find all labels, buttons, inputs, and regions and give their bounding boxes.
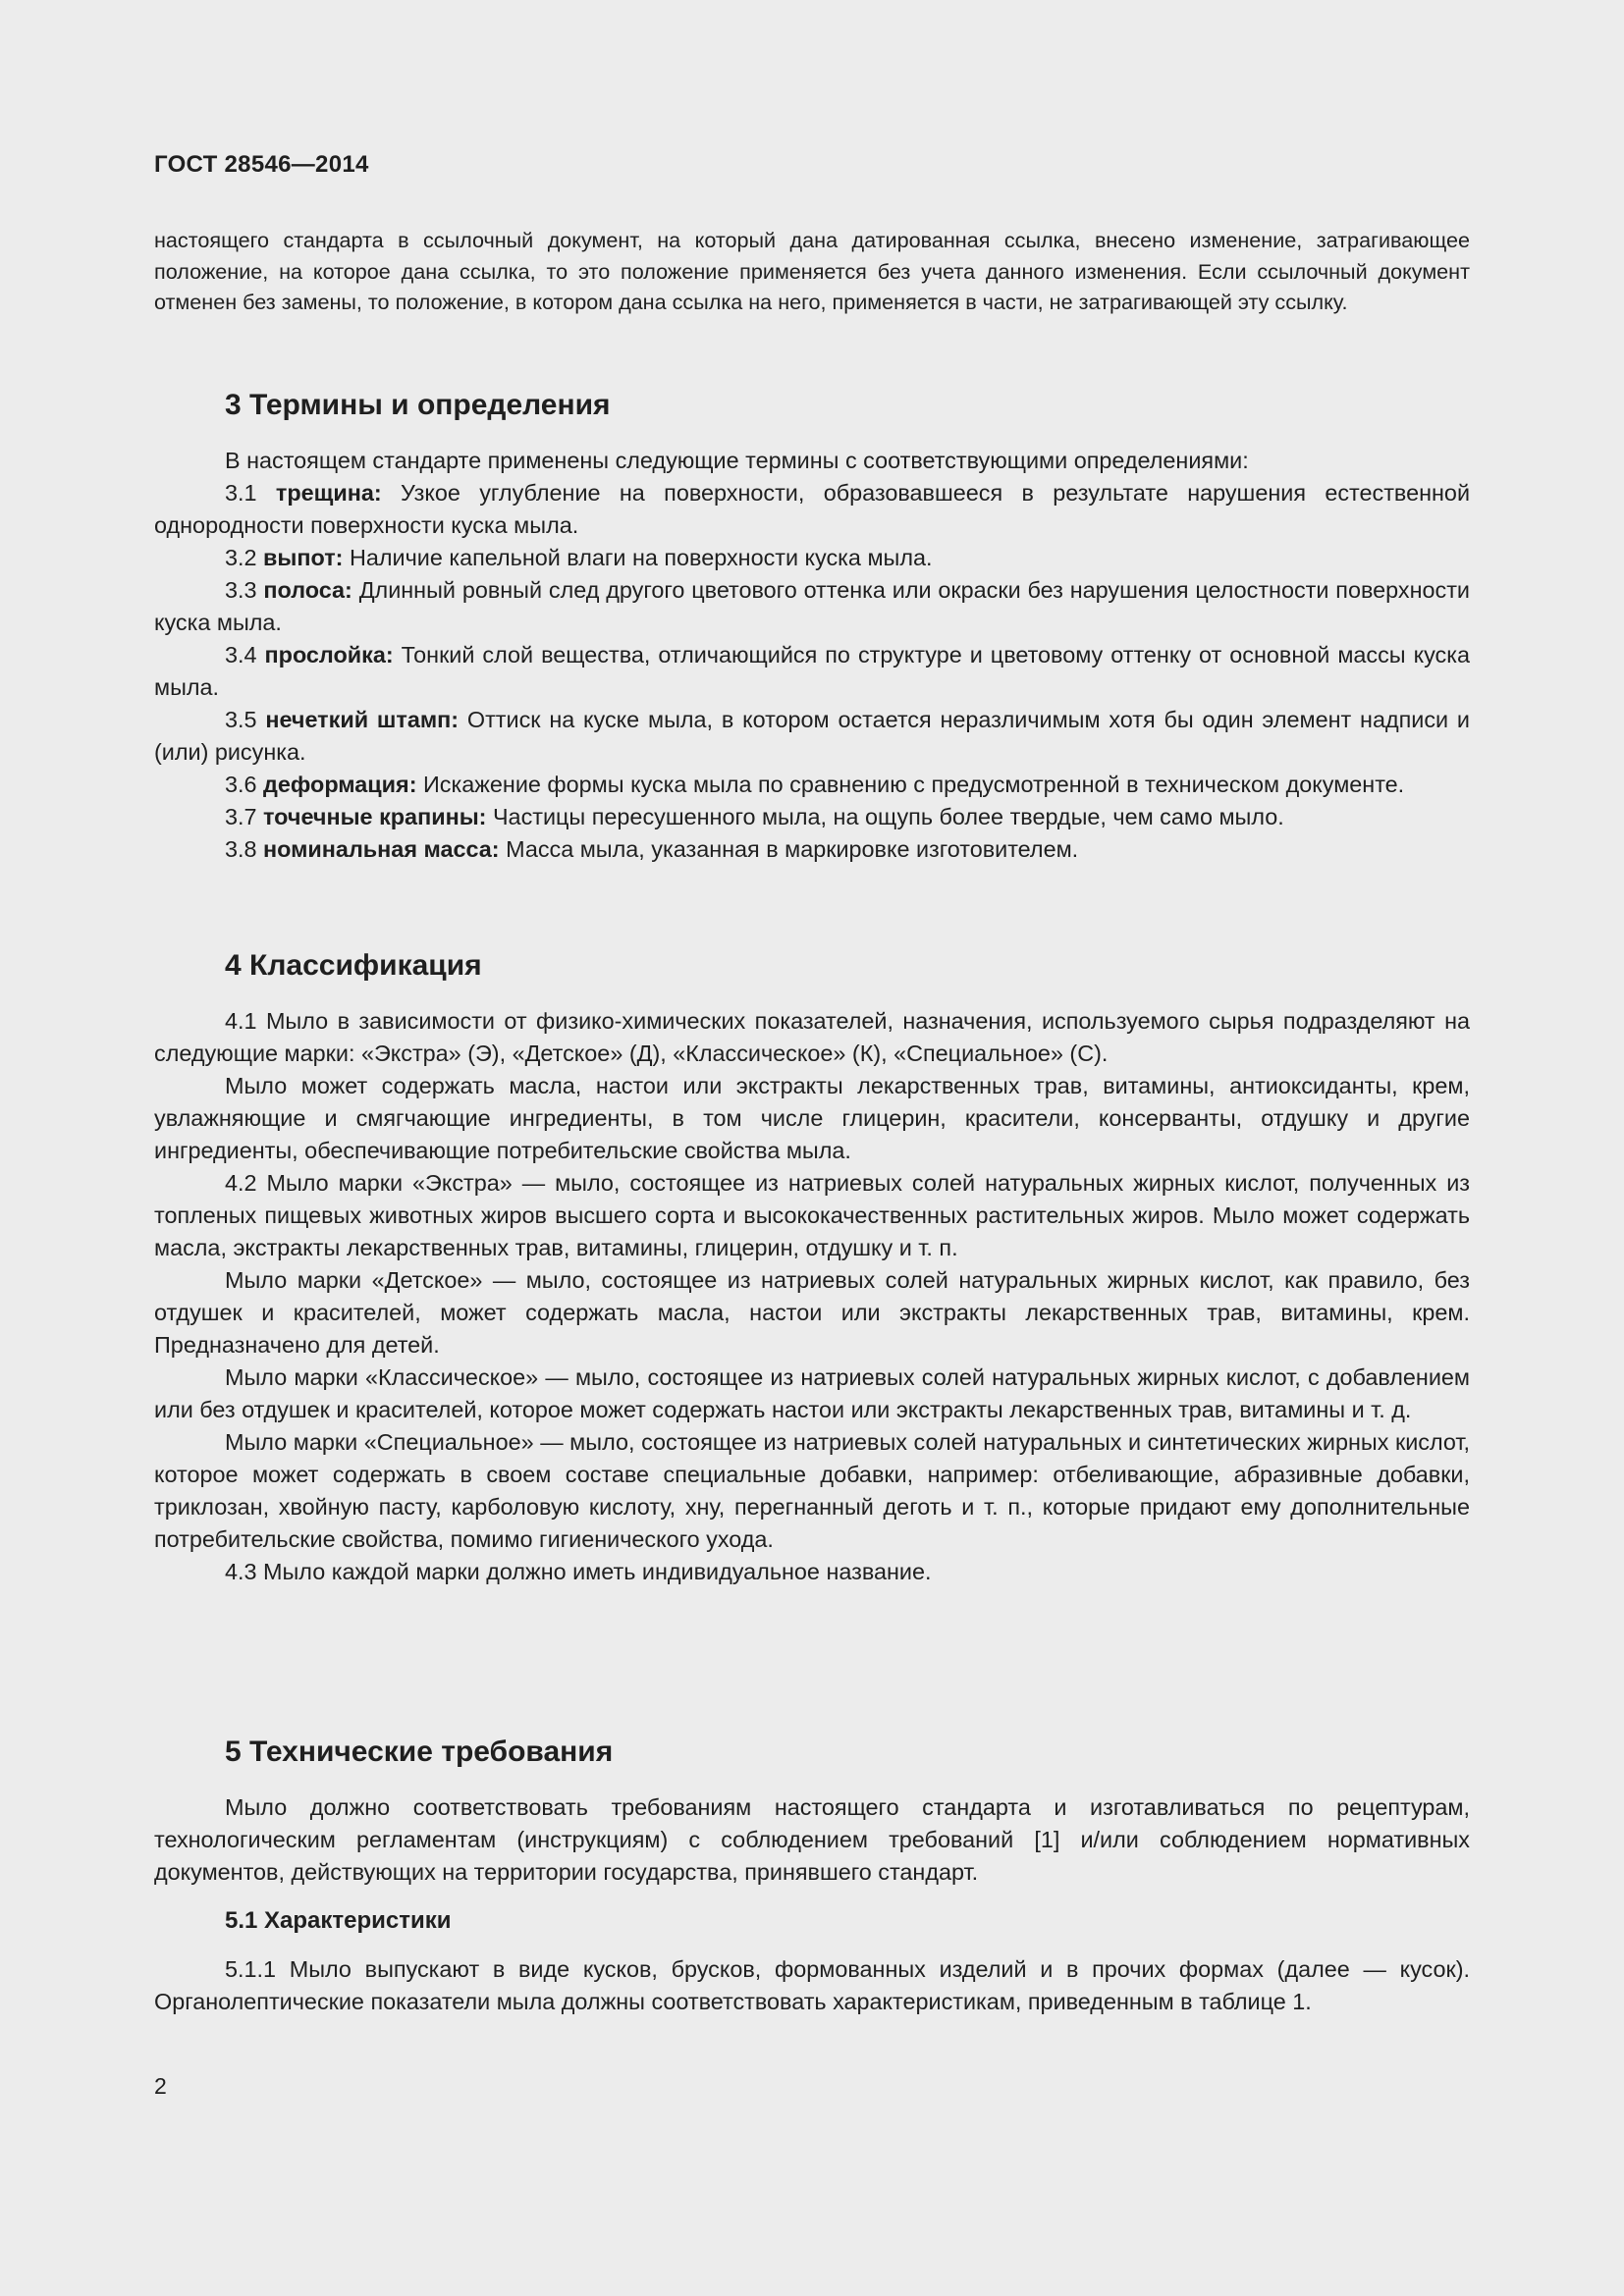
term-definition: Масса мыла, указанная в маркировке изготовителем. [499, 836, 1079, 862]
term-name: прослойка: [264, 642, 394, 667]
term-number: 3.7 [225, 804, 264, 829]
term-number: 3.4 [225, 642, 265, 667]
term-name: полоса: [263, 577, 352, 603]
term-name: нечеткий штамп: [265, 707, 460, 732]
term-name: выпот: [263, 545, 344, 570]
term-definition: Частицы пересушенного мыла, на ощупь более твердые, чем само мыло. [486, 804, 1284, 829]
section-4-paragraph: 4.1 Мыло в зависимости от физико-химических показателей, назначения, используемого сырья подразделяют на следующие марки: «Экстра» (Э), «Детское» (Д), «Классическое» (К), «Специальное» (С). [154, 1008, 1470, 1066]
document-code-header: ГОСТ 28546—2014 [154, 151, 369, 178]
section-5 [154, 1733, 1470, 2018]
term-item [154, 704, 1470, 769]
intro-paragraph-block [154, 225, 1470, 318]
section-3-lead: В настоящем стандарте применены следующие термины с соответствующими определениями: [225, 448, 1249, 473]
term-item [154, 801, 1470, 833]
term-item [154, 769, 1470, 801]
section-4-paragraph: Мыло марки «Специальное» — мыло, состоящее из натриевых солей натуральных и синтетических жирных кислот, которое может содержать в своем составе специальные добавки, например: отбеливающие, абразивные добавки, триклозан, хвойную пасту, карболовую кислоту, хну, перегнанный деготь и т. п., которые придают ему дополнительные потребительские свойства, помимо гигиенического ухода. [154, 1429, 1470, 1552]
term-definition: Искажение формы куска мыла по сравнению с предусмотренной в техническом документе. [416, 772, 1405, 797]
term-number: 3.1 [225, 480, 276, 506]
term-item [154, 574, 1470, 639]
section-4-paragraph: 4.3 Мыло каждой марки должно иметь индивидуальное название. [225, 1559, 932, 1584]
term-number: 3.6 [225, 772, 264, 797]
intro-paragraph: настоящего стандарта в ссылочный документ, на который дана датированная ссылка, внесено изменение, затрагивающее положение, на которое дана ссылка, то это положение применяется без учета данного изменения. Если ссылочный документ отменен без замены, то положение, в котором дана ссылка на него, применяется в части, не затрагивающей эту ссылку. [154, 228, 1470, 314]
section-4 [154, 946, 1470, 1588]
term-name: трещина: [275, 480, 382, 506]
term-name: деформация: [263, 772, 417, 797]
term-definition: Тонкий слой вещества, отличающийся по структуре и цветовому оттенку от основной массы куска мыла. [154, 642, 1470, 700]
section-5-title: 5 Технические требования [225, 1735, 614, 1768]
section-5-paragraph: Мыло должно соответствовать требованиям настоящего стандарта и изготавливаться по рецептурам, технологическим регламентам (инструкциям) с соблюдением требований [1] и/или соблюдением нормативных документов, действующих на территории государства, принявшего стандарт. [154, 1794, 1470, 1885]
subsection-5-1-title: 5.1 Характеристики [225, 1907, 452, 1934]
term-number: 3.5 [225, 707, 266, 732]
term-number: 3.2 [225, 545, 264, 570]
subsection-5-1-paragraph: 5.1.1 Мыло выпускают в виде кусков, брусков, формованных изделий и в прочих формах (далее — кусок). Органолептические показатели мыла должны соответствовать характеристикам, приведенным в таблице 1. [154, 1956, 1470, 2014]
section-4-paragraph: Мыло марки «Классическое» — мыло, состоящее из натриевых солей натуральных жирных кислот, с добавлением или без отдушек и красителей, которое может содержать настои или экстракты лекарственных трав, витамины и т. д. [154, 1364, 1470, 1422]
term-item [154, 542, 1470, 574]
section-4-title: 4 Классификация [225, 949, 482, 982]
term-definition: Узкое углубление на поверхности, образовавшееся в результате нарушения естественной однородности поверхности куска мыла. [154, 480, 1471, 538]
term-name: точечные крапины: [263, 804, 487, 829]
term-number: 3.3 [225, 577, 264, 603]
page-number: 2 [154, 2073, 167, 2099]
term-definition: Наличие капельной влаги на поверхности куска мыла. [343, 545, 933, 570]
term-item [154, 639, 1470, 704]
term-definition: Оттиск на куске мыла, в котором остается неразличимым хотя бы один элемент надписи и (или) рисунка. [154, 707, 1470, 765]
section-4-paragraph: Мыло может содержать масла, настои или экстракты лекарственных трав, витамины, антиоксиданты, крем, увлажняющие и смягчающие ингредиенты, в том числе глицерин, красители, консерванты, отдушку и другие ингредиенты, обеспечивающие потребительские свойства мыла. [154, 1073, 1470, 1163]
section-3-title: 3 Термины и определения [225, 389, 611, 421]
term-name: номинальная масса: [263, 836, 500, 862]
term-number: 3.8 [225, 836, 264, 862]
section-3 [154, 386, 1470, 866]
section-4-paragraph: 4.2 Мыло марки «Экстра» — мыло, состоящее из натриевых солей натуральных жирных кислот, полученных из топленых пищевых животных жиров высшего сорта и высококачественных растительных жиров. Мыло может содержать масла, экстракты лекарственных трав, витамины, глицерин, отдушку и т. п. [154, 1170, 1470, 1260]
section-4-paragraph: Мыло марки «Детское» — мыло, состоящее из натриевых солей натуральных жирных кислот, как правило, без отдушек и красителей, может содержать масла, настои или экстракты лекарственных трав, витамины, крем. Предназначено для детей. [154, 1267, 1470, 1358]
term-definition: Длинный ровный след другого цветового оттенка или окраски без нарушения целостности поверхности куска мыла. [154, 577, 1470, 635]
term-item [154, 477, 1470, 542]
term-item [154, 833, 1470, 866]
